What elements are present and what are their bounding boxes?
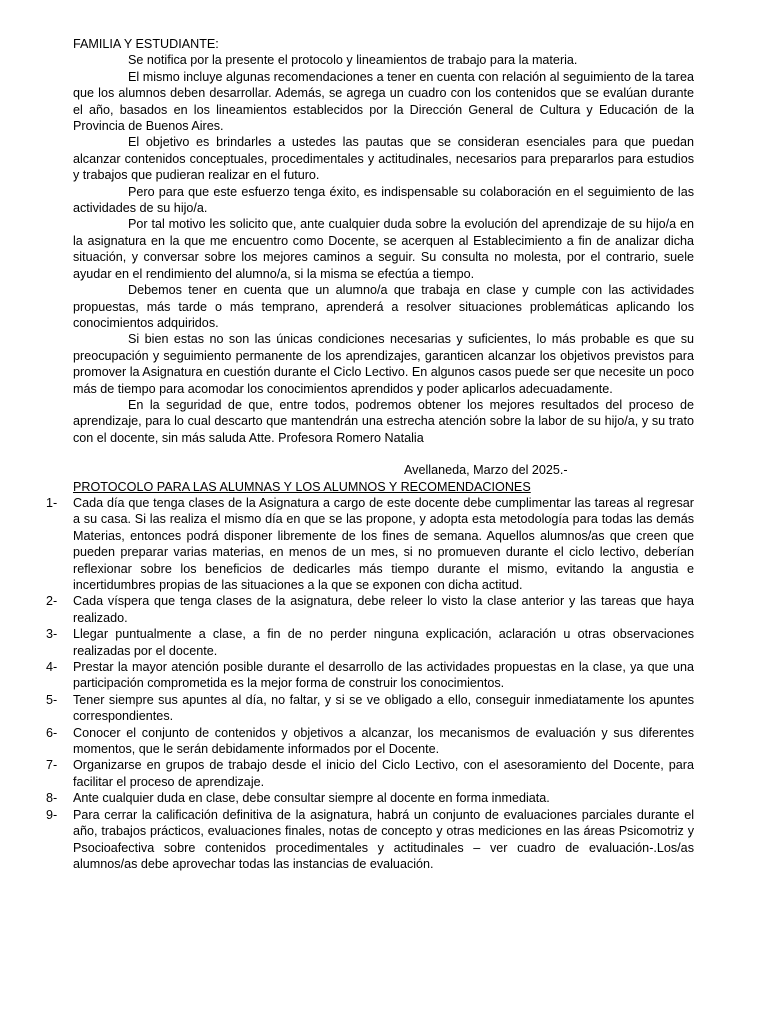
letter-paragraph: El objetivo es brindarles a ustedes las pautas que se consideran esenciales para que puedan alcanzar contenidos conceptuales, procedimentales y actitudinales, necesarios para prepararlos para estudios y trabajos que pudieran realizar en el futuro. bbox=[73, 135, 694, 183]
salutation: FAMILIA Y ESTUDIANTE: bbox=[73, 37, 219, 51]
item-number: 8- bbox=[46, 791, 58, 806]
list-item bbox=[46, 757, 694, 790]
item-number: 3- bbox=[46, 627, 58, 642]
letter-paragraph: Se notifica por la presente el protocolo y lineamientos de trabajo para la materia. bbox=[128, 53, 578, 68]
item-text: Para cerrar la calificación definitiva de la asignatura, habrá un conjunto de evaluaciones parciales durante el año, trabajos prácticos, evaluaciones finales, notas de concepto y otras mediciones en las áreas Psicomotriz y Psocioafectiva sobre contenidos procedimentales y actitudinales – ver cuadro de evaluación-.Los/as alumnos/as debe aprovechar todas las instancias de evaluación. bbox=[73, 807, 694, 871]
list-item bbox=[46, 659, 694, 692]
item-number: 6- bbox=[46, 725, 58, 740]
letter-paragraph: Si bien estas no son las únicas condiciones necesarias y suficientes, lo más probable es que su preocupación y seguimiento permanente de los aprendizajes, garanticen alcanzar los objetivos previstos para promover la Asignatura en cuestión durante el Ciclo Lectivo. En algunos casos puede ser que necesite un poco más de tiempo para acomodar los conocimientos aprendidos y poder aplicarlos adecuadamente. bbox=[73, 332, 694, 396]
list-item bbox=[46, 593, 694, 626]
protocol-list bbox=[46, 495, 694, 872]
item-text: Cada día que tenga clases de la Asignatura a cargo de este docente debe cumplimentar las tareas al regresar a su casa. Si las realiza el mismo día en que se las propone, y adopta esta metodología para todas las demás Materias, entonces podrá disponer libremente de los fines de semana. Aquellos alumnos/as que creen que pueden preparar varias materias, en menos de un mes, si no promueven durante el ciclo lectivo, deberían reflexionar sobre los beneficios de dedicarles más tiempo durante el mismo, evitando la angustia e incertidumbres propias de las situaciones a la que se exponen con dicha actitud. bbox=[73, 495, 694, 592]
item-number: 2- bbox=[46, 594, 58, 609]
list-item bbox=[46, 807, 694, 873]
item-text: Prestar la mayor atención posible durante el desarrollo de las actividades propuestas en la clase, ya que una participación comprometida es la mejor forma de construir los conocimientos. bbox=[73, 660, 694, 691]
list-item bbox=[46, 692, 694, 725]
letter-paragraph: En la seguridad de que, entre todos, podremos obtener los mejores resultados del proceso de aprendizaje, para lo cual descarto que mantendrán una estrecha atención sobre la labor de su hijo/a, y su trato con el docente, sin más saluda Atte. Profesora Romero Natalia bbox=[73, 397, 694, 445]
item-text: Tener siempre sus apuntes al día, no faltar, y si se ve obligado a ello, conseguir inmediatamente los apuntes correspondientes. bbox=[73, 692, 694, 724]
item-number: 4- bbox=[46, 660, 58, 675]
document-page bbox=[46, 36, 694, 872]
letter-paragraph: El mismo incluye algunas recomendaciones a tener en cuenta con relación al seguimiento de la tarea que los alumnos deben desarrollar. Además, se agrega un cuadro con los contenidos que se evalúan durante el año, basados en los lineamientos establecidos por la Dirección General de Cultura y Educación de la Provincia de Buenos Aires. bbox=[73, 69, 694, 134]
item-number: 1- bbox=[46, 495, 58, 510]
list-item bbox=[46, 725, 694, 758]
item-number: 5- bbox=[46, 692, 58, 707]
place-and-date: Avellaneda, Marzo del 2025.- bbox=[404, 463, 568, 478]
protocol-title: PROTOCOLO PARA LAS ALUMNAS Y LOS ALUMNOS Y RECOMENDACIONES bbox=[73, 479, 531, 494]
letter-paragraph: Por tal motivo les solicito que, ante cualquier duda sobre la evolución del aprendizaje de su hijo/a en la asignatura en la que me encuentro como Docente, se acerquen al Establecimiento a fin de analizar dicha situación, y conversar sobre los mejores caminos a seguir. Su consulta no molesta, por el contrario, suele ayudar en el rendimiento del alumno/a, si la misma se efectúa a tiempo. bbox=[73, 217, 694, 281]
letter-paragraph: Pero para que este esfuerzo tenga éxito, es indispensable su colaboración en el seguimiento de las actividades de su hijo/a. bbox=[73, 184, 694, 216]
item-number: 9- bbox=[46, 807, 58, 822]
item-text: Llegar puntualmente a clase, a fin de no perder ninguna explicación, aclaración u otras observaciones realizadas por el docente. bbox=[73, 627, 694, 658]
letter-paragraph: Debemos tener en cuenta que un alumno/a que trabaja en clase y cumple con las actividades propuestas, más tarde o más temprano, aprenderá a resolver situaciones problemáticas aplicando los conocimientos adquiridos. bbox=[73, 283, 694, 330]
list-item bbox=[46, 790, 694, 806]
item-text: Organizarse en grupos de trabajo desde el inicio del Ciclo Lectivo, con el asesoramiento del Docente, para facilitar el proceso de aprendizaje. bbox=[73, 758, 694, 789]
list-item bbox=[46, 626, 694, 659]
item-text: Ante cualquier duda en clase, debe consultar siempre al docente en forma inmediata. bbox=[73, 791, 550, 806]
item-number: 7- bbox=[46, 758, 58, 773]
item-text: Conocer el conjunto de contenidos y objetivos a alcanzar, los mecanismos de evaluación y sus diferentes momentos, que le serán debidamente informados por el Docente. bbox=[73, 725, 694, 757]
item-text: Cada víspera que tenga clases de la asignatura, debe releer lo visto la clase anterior y las tareas que haya realizado. bbox=[73, 594, 694, 625]
list-item bbox=[46, 495, 694, 593]
